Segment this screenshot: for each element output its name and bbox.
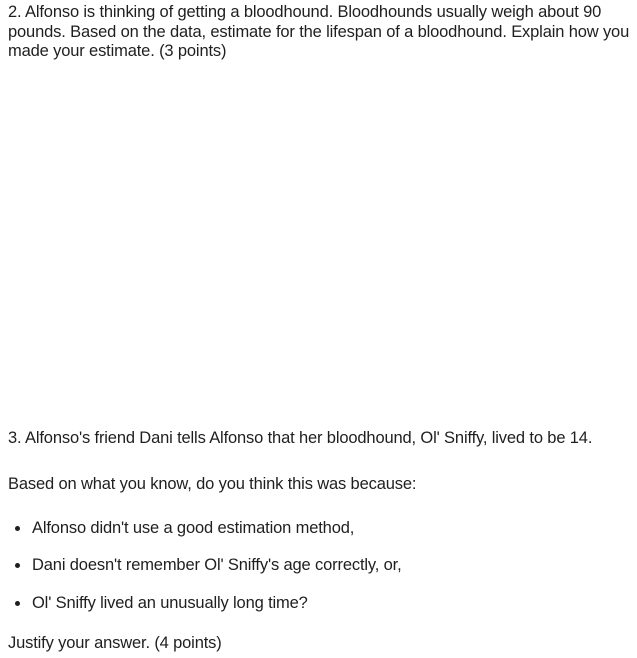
bullet-icon	[15, 563, 20, 568]
bullet-icon	[15, 601, 20, 606]
answer-space-q2	[8, 66, 628, 421]
option-text: Ol' Sniffy lived an unusually long time?	[32, 594, 308, 612]
question-3-closing: Justify your answer. (4 points)	[8, 634, 222, 652]
option-text: Alfonso didn't use a good estimation method,	[32, 519, 355, 537]
option-text: Dani doesn't remember Ol' Sniffy's age correctly, or,	[32, 556, 402, 574]
question-2-text: 2. Alfonso is thinking of getting a bloodhound. Bloodhounds usually weigh about 90 pounds. Based on the data, estimate for the lifespan of a bloodhound. Explain how you made your estimate. (3 points)	[8, 3, 630, 60]
question-3-prompt: Based on what you know, do you think this was because:	[8, 475, 417, 493]
question-3-intro: 3. Alfonso's friend Dani tells Alfonso that her bloodhound, Ol' Sniffy, lived to be 14.	[8, 429, 593, 447]
bullet-icon	[15, 526, 20, 531]
